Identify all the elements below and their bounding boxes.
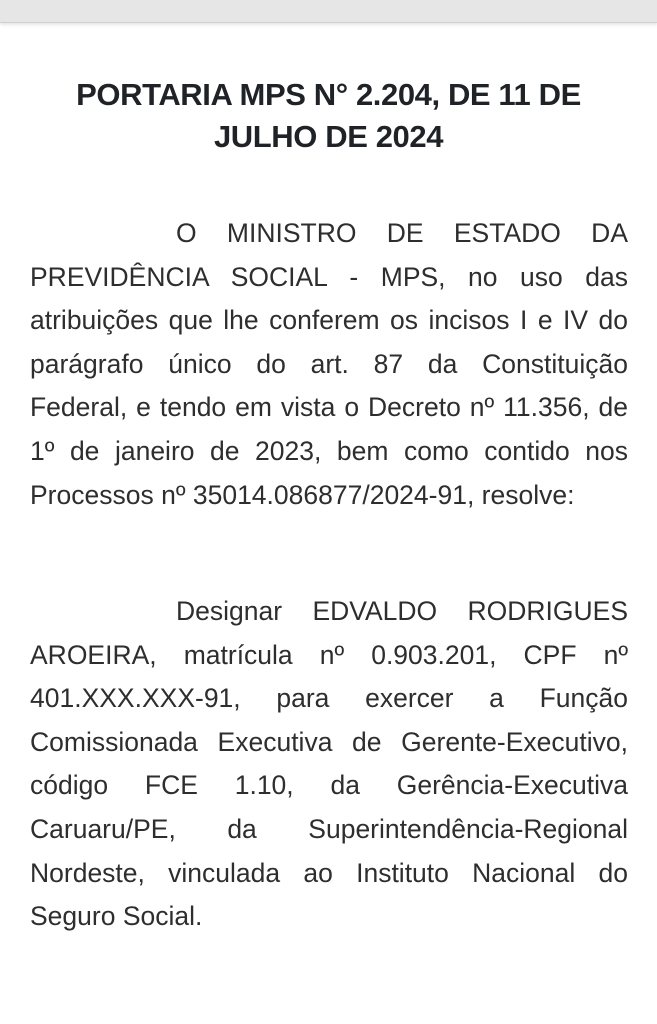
document-title [0,74,657,158]
title-line-1: PORTARIA MPS N° 2.204, DE 11 DE [76,77,581,112]
top-bar [0,0,657,23]
designation-paragraph: Designar EDVALDO RODRIGUES AROEIRA, matrícula nº 0.903.201, CPF nº 401.XXX.XXX-91, para exercer a Função Comissionada Executiva de Gerente-Executivo, código FCE 1.10, da Gerência-Executiva Caruaru/PE, da Superintendência-Regional Nordeste, vinculada ao Instituto Nacional do Seguro Social. [30,596,628,932]
preamble-paragraph: O MINISTRO DE ESTADO DA PREVIDÊNCIA SOCIAL - MPS, no uso das atribuições que lhe conferem os incisos I e IV do parágrafo único do art. 87 da Constituição Federal, e tendo em vista o Decreto nº 11.356, de 1º de janeiro de 2023, bem como contido nos Processos nº 35014.086877/2024-91, resolve: [30,218,628,510]
title-line-2: JULHO DE 2024 [213,119,444,154]
